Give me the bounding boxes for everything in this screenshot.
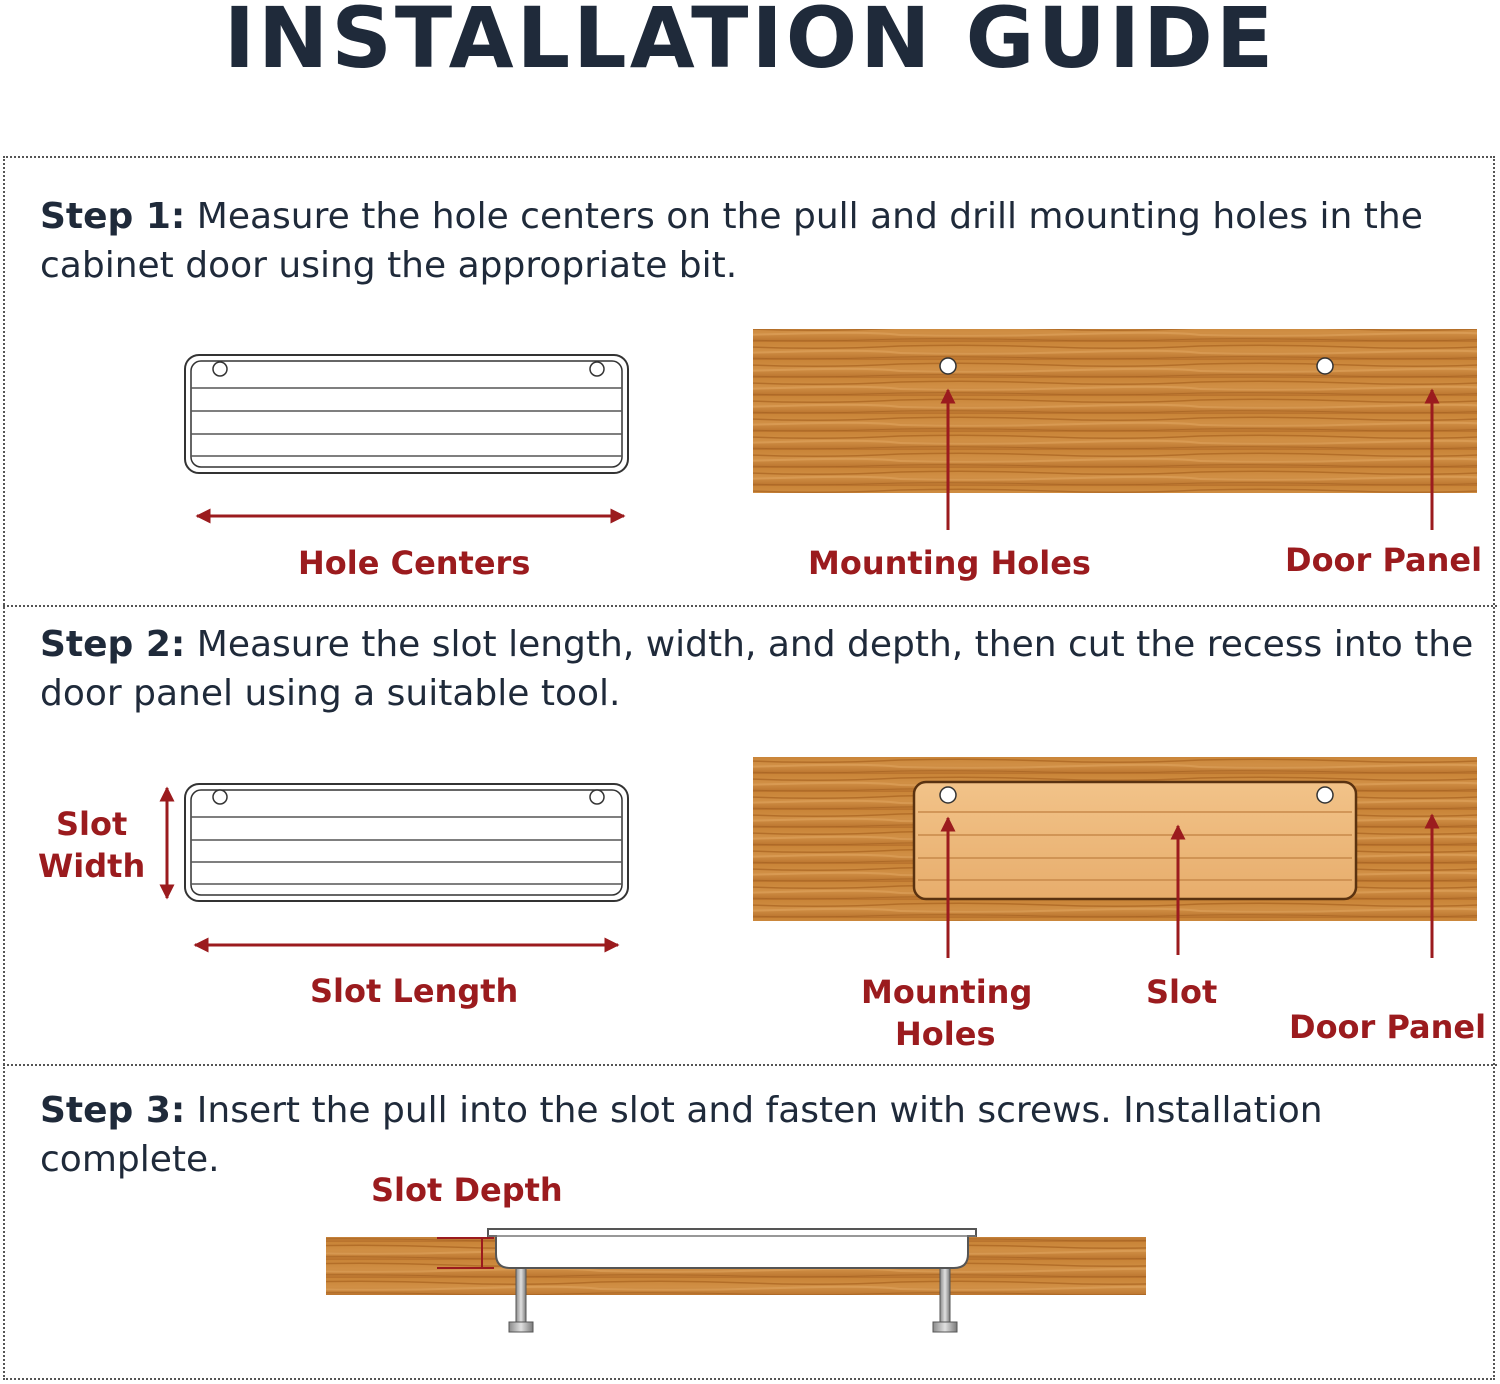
slot-width-label-line-2: Width (38, 847, 146, 885)
page-title: INSTALLATION GUIDE (223, 0, 1277, 87)
step-2-label: Step 2: (40, 624, 186, 665)
door-panel-label-2: Door Panel (1289, 1008, 1487, 1046)
step-3-text: Insert the pull into the slot and fasten with screws. Installation complete. (40, 1090, 1323, 1180)
step-1-label: Step 1: (40, 196, 186, 237)
slot-label: Slot (1146, 973, 1218, 1011)
step-2-pull-drawing (185, 784, 628, 901)
step-1-text: Measure the hole centers on the pull and drill mounting holes in the cabinet door using the appropriate bit. (40, 196, 1423, 286)
slot-depth-label: Slot Depth (371, 1171, 563, 1209)
step-3-cross-section (326, 1229, 1146, 1332)
mounting-holes-label-line-2: Holes (895, 1015, 996, 1053)
step-3-label: Step 3: (40, 1090, 186, 1131)
step-1-pull-drawing (185, 355, 628, 473)
step-2-text: Measure the slot length, width, and depth, then cut the recess into the door panel using a suitable tool. (40, 624, 1474, 714)
step-1-door-panel (753, 329, 1477, 493)
slot-length-label: Slot Length (310, 972, 519, 1010)
mounting-holes-label: Mounting Holes (808, 544, 1091, 582)
step-2-door-panel (753, 757, 1477, 921)
slot-width-label-line-1: Slot (56, 805, 128, 843)
hole-centers-label: Hole Centers (298, 544, 531, 582)
door-panel-label: Door Panel (1285, 541, 1483, 579)
mounting-holes-label-line-1: Mounting (861, 973, 1033, 1011)
